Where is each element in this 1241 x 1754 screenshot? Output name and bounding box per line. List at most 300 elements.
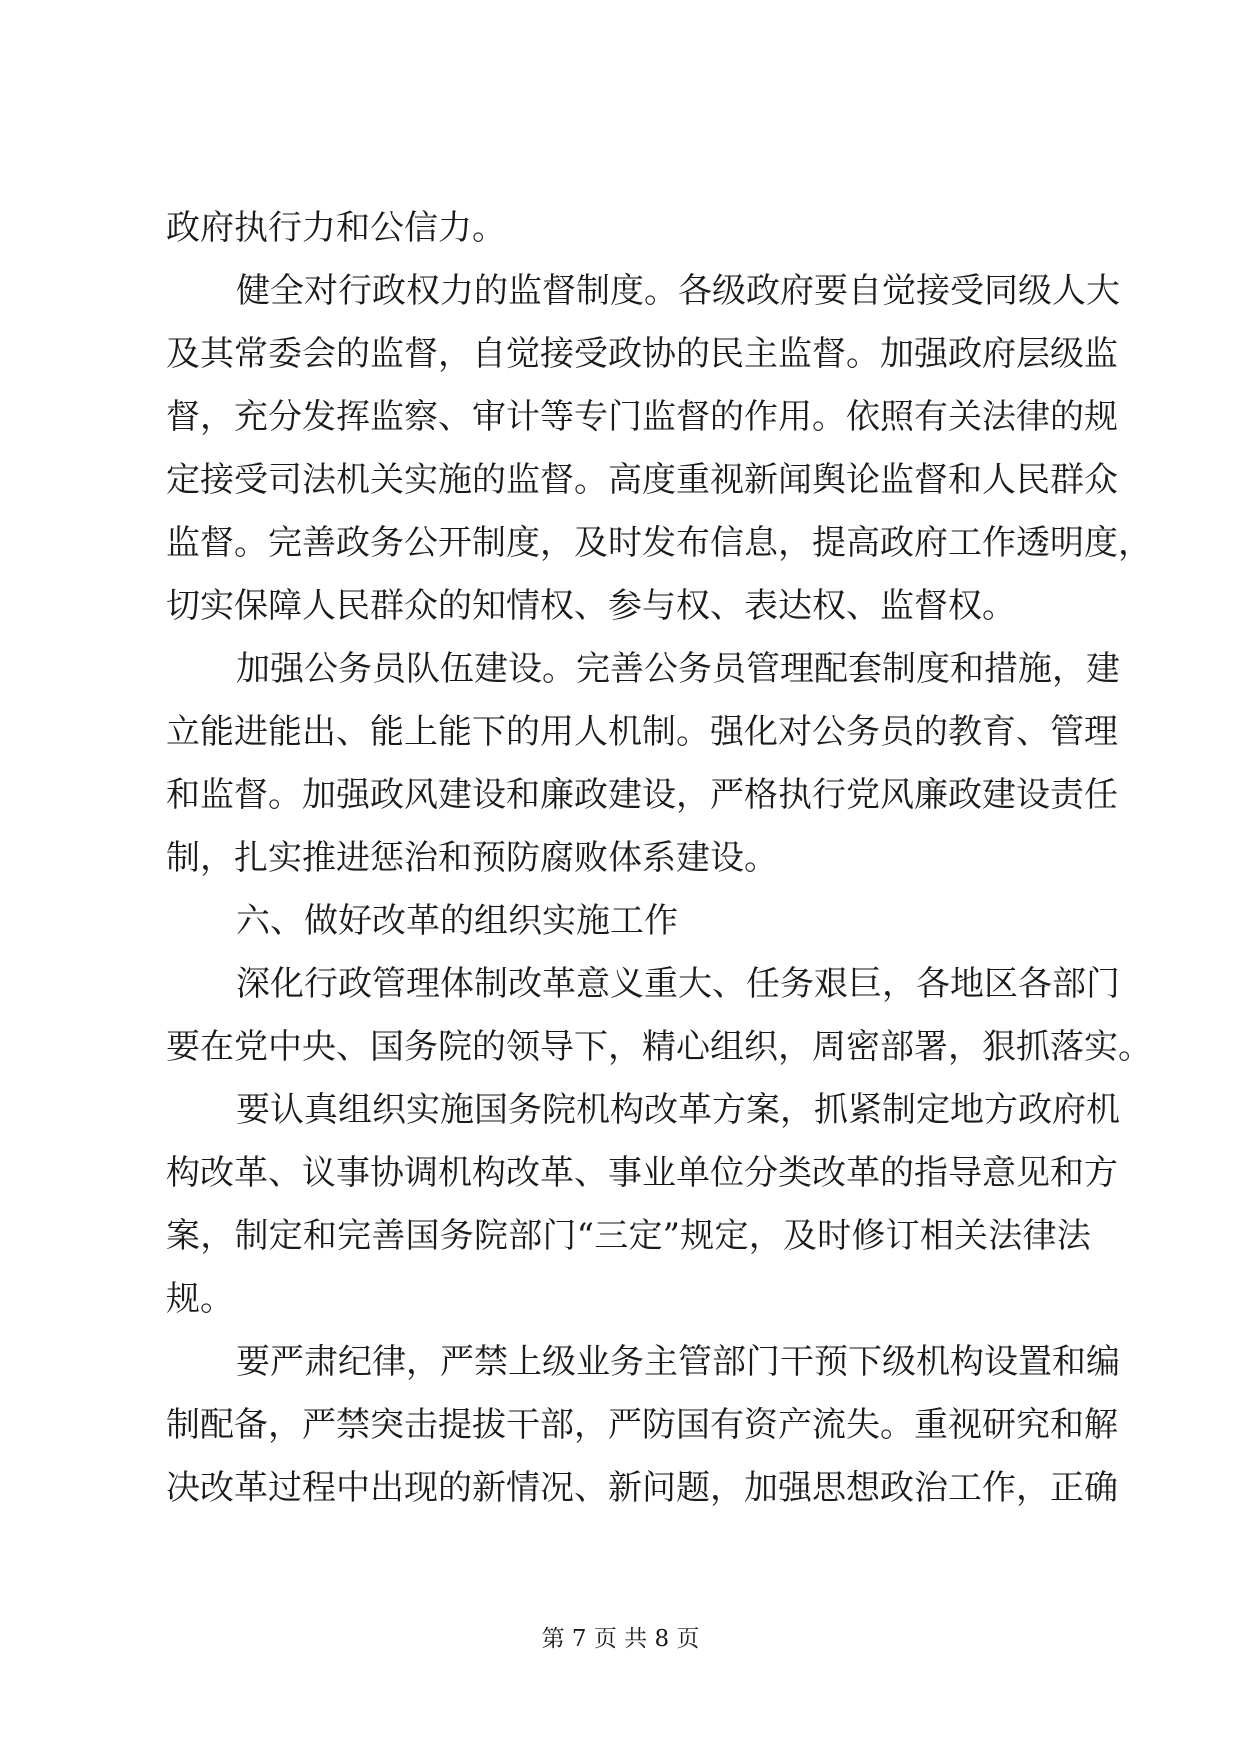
glyph: 区 [984, 964, 1018, 1004]
glyph: 产 [778, 1405, 812, 1445]
glyph: 督 [812, 334, 846, 374]
glyph: 照 [880, 397, 914, 437]
glyph: 。 [542, 649, 576, 689]
glyph: 强 [914, 334, 948, 374]
glyph: 管 [372, 964, 406, 1004]
glyph: 织 [372, 1090, 406, 1130]
page-number-footer: 第 7 页 共 8 页 [541, 1626, 700, 1652]
glyph: 关 [370, 460, 404, 500]
glyph: ， [1052, 649, 1086, 689]
glyph: 督 [914, 460, 948, 500]
glyph: 闻 [778, 460, 812, 500]
glyph: 政 [746, 271, 780, 311]
glyph: 接 [540, 334, 574, 374]
glyph: 设 [508, 649, 542, 689]
glyph: 政 [1018, 1090, 1052, 1130]
glyph: 提 [438, 1405, 472, 1445]
glyph: 风 [404, 775, 438, 815]
glyph: 完 [268, 523, 302, 563]
glyph: 门 [1086, 964, 1120, 1004]
glyph: 肃 [304, 1342, 338, 1382]
glyph: 挥 [336, 397, 370, 437]
text-line [166, 323, 1118, 386]
glyph: 政 [880, 1468, 914, 1508]
glyph: 透 [1016, 523, 1050, 563]
glyph: 加 [302, 775, 336, 815]
glyph: 有 [914, 397, 948, 437]
glyph: 加 [880, 334, 914, 374]
glyph: 开 [438, 523, 472, 563]
glyph: 用 [540, 712, 574, 752]
glyph: 程 [302, 1468, 336, 1508]
glyph: 人 [574, 712, 608, 752]
glyph: 和 [166, 775, 200, 815]
glyph: 革 [234, 1153, 268, 1193]
glyph: 度 [610, 271, 644, 311]
glyph: 格 [744, 775, 778, 815]
glyph: 三 [594, 1216, 629, 1256]
glyph: 门 [608, 397, 642, 437]
glyph: 层 [1016, 334, 1050, 374]
glyph: 府 [982, 334, 1016, 374]
glyph: 问 [642, 1468, 676, 1508]
glyph: 严 [440, 1342, 474, 1382]
glyph: 员 [880, 712, 914, 752]
glyph: 题 [676, 1468, 710, 1508]
glyph: 监 [642, 397, 676, 437]
glyph: 编 [1086, 1342, 1120, 1382]
text-line [166, 1457, 1118, 1520]
glyph: 加 [236, 649, 270, 689]
glyph: 套 [848, 649, 882, 689]
glyph: 要 [814, 271, 848, 311]
glyph: 级 [542, 1342, 576, 1382]
text-line [166, 512, 1152, 575]
glyph: 责 [1050, 775, 1084, 815]
glyph: 化 [270, 964, 304, 1004]
glyph: 禁 [474, 1342, 508, 1382]
glyph: 政 [370, 775, 404, 815]
glyph: 各 [916, 964, 950, 1004]
text-line [166, 1142, 1118, 1205]
glyph: 完 [337, 1216, 372, 1256]
glyph: 过 [268, 1468, 302, 1508]
glyph: 律 [372, 1342, 406, 1382]
glyph: 和 [1052, 1342, 1086, 1382]
glyph: 督 [540, 460, 574, 500]
glyph: 组 [338, 1090, 372, 1130]
glyph: 国 [405, 1216, 440, 1256]
glyph: 部 [712, 1342, 746, 1382]
glyph: 。 [644, 271, 678, 311]
glyph: 定 [166, 460, 200, 500]
glyph: 研 [982, 1405, 1016, 1445]
glyph: 受 [234, 460, 268, 500]
glyph: ， [882, 964, 916, 1004]
glyph: 设 [642, 775, 676, 815]
glyph: 出 [302, 712, 336, 752]
glyph: 的 [710, 397, 744, 437]
glyph: 力 [440, 271, 474, 311]
glyph: 艰 [814, 964, 848, 1004]
glyph: 务 [370, 523, 404, 563]
glyph: 纪 [338, 1342, 372, 1382]
glyph: 事 [336, 1153, 370, 1193]
document-body [166, 197, 1152, 1520]
glyph: 律 [1016, 397, 1050, 437]
glyph: 强 [710, 712, 744, 752]
glyph: 务 [780, 964, 814, 1004]
glyph: 。 [846, 334, 880, 374]
glyph: 部 [540, 1405, 574, 1445]
glyph: 务 [678, 649, 712, 689]
glyph: 理 [780, 649, 814, 689]
glyph: 监 [166, 523, 200, 563]
glyph: 、 [574, 1468, 608, 1508]
glyph: 构 [950, 1342, 984, 1382]
glyph: 上 [508, 1342, 542, 1382]
glyph: 况 [540, 1468, 574, 1508]
glyph: 和 [302, 1216, 337, 1256]
glyph: 实 [404, 460, 438, 500]
glyph: 、 [336, 712, 370, 752]
glyph: 见 [1016, 1153, 1050, 1193]
glyph: 建 [438, 775, 472, 815]
glyph: ， [1016, 1468, 1050, 1508]
glyph: 制 [234, 1216, 269, 1256]
glyph: 监 [508, 271, 542, 311]
glyph: 深 [236, 964, 270, 1004]
glyph: 公 [304, 649, 338, 689]
glyph: 国 [676, 1405, 710, 1445]
glyph: 预 [814, 1342, 848, 1382]
glyph: 强 [336, 775, 370, 815]
glyph: 施 [438, 460, 472, 500]
glyph: 构 [472, 1153, 506, 1193]
glyph: 建 [608, 775, 642, 815]
glyph: 行 [812, 775, 846, 815]
glyph: 击 [404, 1405, 438, 1445]
glyph: 级 [1050, 334, 1084, 374]
glyph: 重 [644, 964, 678, 1004]
glyph: 务 [439, 1216, 474, 1256]
glyph: 新 [608, 1468, 642, 1508]
glyph: 设 [1016, 775, 1050, 815]
glyph: 高 [846, 523, 880, 563]
glyph: 定 [268, 1216, 303, 1256]
glyph: 新 [744, 460, 778, 500]
paragraph-start-line [166, 1079, 1120, 1142]
glyph: 教 [948, 712, 982, 752]
glyph: 高 [608, 460, 642, 500]
glyph: 强 [778, 1468, 812, 1508]
glyph: 制 [474, 964, 508, 1004]
text-line: 要在党中央、国务院的领导下，精心组织，周密部署，狠抓落实。 [166, 1027, 1152, 1067]
glyph: ， [268, 1405, 302, 1445]
glyph: 法 [302, 460, 336, 500]
glyph: 中 [336, 1468, 370, 1508]
glyph: 务 [846, 712, 880, 752]
glyph: 制 [882, 649, 916, 689]
glyph: 思 [812, 1468, 846, 1508]
glyph: 理 [1084, 712, 1118, 752]
glyph: 类 [778, 1153, 812, 1193]
glyph: 的 [506, 712, 540, 752]
glyph: 业 [576, 1342, 610, 1382]
glyph: 风 [880, 775, 914, 815]
glyph: 拔 [472, 1405, 506, 1445]
glyph: 改 [812, 1153, 846, 1193]
glyph: 度 [1084, 523, 1118, 563]
glyph: 队 [406, 649, 440, 689]
glyph: 明 [1050, 523, 1084, 563]
glyph: 下 [472, 712, 506, 752]
glyph: 关 [954, 1216, 989, 1256]
glyph: 督 [542, 271, 576, 311]
glyph: 的 [1050, 397, 1084, 437]
glyph: 机 [336, 460, 370, 500]
glyph: 防 [642, 1405, 676, 1445]
glyph: 革 [846, 1153, 880, 1193]
glyph: 政 [336, 523, 370, 563]
glyph: 意 [982, 1153, 1016, 1193]
glyph: 善 [302, 523, 336, 563]
glyph: 究 [1016, 1405, 1050, 1445]
glyph: 信 [710, 523, 744, 563]
glyph: 单 [676, 1153, 710, 1193]
glyph: 方 [712, 1090, 746, 1130]
glyph: 严 [710, 775, 744, 815]
glyph: 制 [642, 712, 676, 752]
glyph: ， [1118, 523, 1152, 563]
glyph: 监 [370, 334, 404, 374]
glyph: 。 [676, 712, 710, 752]
glyph: 。 [880, 1405, 914, 1445]
glyph: 制 [166, 1405, 200, 1445]
glyph: 的 [914, 712, 948, 752]
glyph: 务 [610, 1342, 644, 1382]
glyph: 法 [1056, 1216, 1091, 1256]
glyph: ， [200, 1216, 235, 1256]
glyph: 方 [984, 1090, 1018, 1130]
glyph: 人 [982, 460, 1016, 500]
glyph: 议 [302, 1153, 336, 1193]
glyph: 监 [370, 397, 404, 437]
glyph: 建 [474, 649, 508, 689]
glyph: ， [438, 334, 472, 374]
glyph: 布 [676, 523, 710, 563]
glyph: “ [576, 1216, 595, 1256]
glyph: 等 [540, 397, 574, 437]
glyph: ， [540, 523, 574, 563]
glyph: 、 [1016, 712, 1050, 752]
glyph: 员 [372, 649, 406, 689]
glyph: 视 [710, 460, 744, 500]
glyph: 察 [404, 397, 438, 437]
glyph: 司 [268, 460, 302, 500]
glyph: 构 [610, 1090, 644, 1130]
text-line: 切实保障人民群众的知情权、参与权、表达权、监督权。 [166, 586, 1016, 626]
text-line [166, 386, 1118, 449]
glyph: 意 [576, 964, 610, 1004]
glyph: 作 [982, 1468, 1016, 1508]
glyph: 及 [782, 1216, 817, 1256]
glyph: 用 [778, 397, 812, 437]
glyph: 改 [508, 964, 542, 1004]
glyph: 案 [166, 1216, 200, 1256]
glyph: 人 [1052, 271, 1086, 311]
glyph: 制 [576, 271, 610, 311]
glyph: 府 [914, 523, 948, 563]
glyph: 资 [744, 1405, 778, 1445]
glyph: 督 [676, 397, 710, 437]
glyph: 各 [678, 271, 712, 311]
glyph: 规 [1084, 397, 1118, 437]
glyph: 能 [438, 712, 472, 752]
glyph: 革 [234, 1468, 268, 1508]
glyph: 相 [919, 1216, 954, 1256]
glyph: 、 [574, 1153, 608, 1193]
glyph: 、 [268, 1153, 302, 1193]
glyph: 重 [914, 1405, 948, 1445]
glyph: 义 [610, 964, 644, 1004]
glyph: 接 [200, 460, 234, 500]
glyph: 。 [574, 460, 608, 500]
glyph: 门 [746, 1342, 780, 1382]
glyph: 出 [370, 1468, 404, 1508]
glyph: 同 [984, 271, 1018, 311]
glyph: 提 [812, 523, 846, 563]
glyph: 事 [608, 1153, 642, 1193]
paragraph-start-line [166, 638, 1120, 701]
glyph: 主 [744, 334, 778, 374]
glyph: 化 [744, 712, 778, 752]
glyph: 其 [200, 334, 234, 374]
glyph: 订 [885, 1216, 920, 1256]
glyph: 及 [574, 523, 608, 563]
glyph: 正 [1050, 1468, 1084, 1508]
glyph: 协 [370, 1153, 404, 1193]
glyph: 部 [1052, 964, 1086, 1004]
glyph: 伍 [440, 649, 474, 689]
glyph: 干 [780, 1342, 814, 1382]
glyph: 主 [644, 1342, 678, 1382]
glyph: 设 [984, 1342, 1018, 1382]
glyph: 、 [712, 964, 746, 1004]
glyph: 想 [846, 1468, 880, 1508]
glyph: 改 [644, 1090, 678, 1130]
glyph: 民 [710, 334, 744, 374]
glyph: 和 [1050, 1405, 1084, 1445]
glyph: 级 [712, 271, 746, 311]
glyph: 作 [982, 523, 1016, 563]
glyph: 监 [200, 775, 234, 815]
text-line [166, 701, 1118, 764]
glyph: 各 [1018, 964, 1052, 1004]
glyph: 机 [576, 1090, 610, 1130]
glyph: 务 [338, 649, 372, 689]
glyph: 监 [1084, 334, 1118, 374]
glyph: ” [662, 1216, 681, 1256]
glyph: 修 [851, 1216, 886, 1256]
glyph: ， [778, 523, 812, 563]
glyph: 规 [680, 1216, 715, 1256]
glyph: 群 [1050, 460, 1084, 500]
glyph: 舆 [812, 460, 846, 500]
glyph: 机 [916, 1342, 950, 1382]
glyph: 审 [472, 397, 506, 437]
text-line [166, 449, 1118, 512]
glyph: 受 [950, 271, 984, 311]
glyph: 施 [1018, 649, 1052, 689]
glyph: 革 [678, 1090, 712, 1130]
glyph: 改 [506, 1153, 540, 1193]
glyph: ， [406, 1342, 440, 1382]
glyph: 度 [642, 460, 676, 500]
glyph: 的 [472, 460, 506, 500]
glyph: 调 [404, 1153, 438, 1193]
glyph: 革 [540, 1153, 574, 1193]
glyph: 分 [744, 1153, 778, 1193]
glyph: 受 [574, 334, 608, 374]
glyph: 政 [948, 775, 982, 815]
glyph: 依 [846, 397, 880, 437]
glyph: 政 [880, 523, 914, 563]
glyph: 政 [948, 334, 982, 374]
glyph: ， [710, 1468, 744, 1508]
glyph: 政 [338, 964, 372, 1004]
glyph: 门 [542, 1216, 577, 1256]
text-line [166, 1205, 1091, 1268]
glyph: 对 [778, 712, 812, 752]
glyph: 员 [712, 649, 746, 689]
glyph: 执 [778, 775, 812, 815]
glyph: 的 [880, 1153, 914, 1193]
glyph: 完 [576, 649, 610, 689]
glyph: 委 [268, 334, 302, 374]
glyph: 机 [438, 1153, 472, 1193]
glyph: 充 [234, 397, 268, 437]
glyph: 度 [506, 523, 540, 563]
glyph: 督 [166, 397, 200, 437]
glyph: 制 [882, 1090, 916, 1130]
glyph: 务 [508, 1090, 542, 1130]
glyph: 监 [778, 334, 812, 374]
glyph: 有 [710, 1405, 744, 1445]
glyph: 府 [780, 271, 814, 311]
glyph: 善 [371, 1216, 406, 1256]
glyph: 督 [404, 334, 438, 374]
glyph: 严 [270, 1342, 304, 1382]
glyph: 建 [1086, 649, 1120, 689]
glyph: 实 [406, 1090, 440, 1130]
glyph: 大 [1086, 271, 1120, 311]
glyph: 公 [812, 712, 846, 752]
glyph: 自 [472, 334, 506, 374]
glyph: 觉 [506, 334, 540, 374]
glyph: 廉 [540, 775, 574, 815]
glyph: 方 [1084, 1153, 1118, 1193]
glyph: 要 [236, 1342, 270, 1382]
glyph: 院 [473, 1216, 508, 1256]
glyph: 决 [166, 1468, 200, 1508]
glyph: 新 [472, 1468, 506, 1508]
glyph: 行 [304, 964, 338, 1004]
glyph: 作 [744, 397, 778, 437]
glyph: 协 [642, 334, 676, 374]
glyph: 国 [474, 1090, 508, 1130]
glyph: ， [748, 1216, 783, 1256]
